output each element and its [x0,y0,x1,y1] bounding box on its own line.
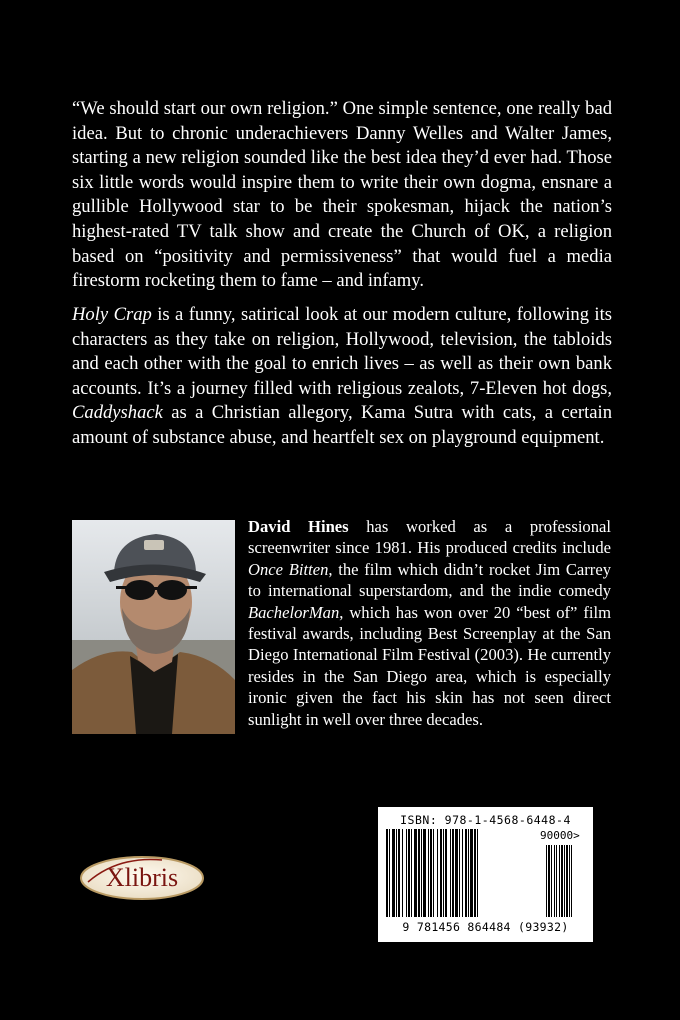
isbn-label: ISBN: 978-1-4568-6448-4 [400,813,571,827]
author-photo [72,520,235,734]
film-title-2: BachelorMan [248,602,340,622]
barcode-addon: 90000> [540,829,580,842]
barcode-digits: 9 781456 864484 (93932) [402,920,569,934]
film-title-1: Once Bitten [248,559,329,579]
blurb-paragraph-2 [72,303,612,451]
book-title: Holy Crap [72,304,152,325]
blurb-paragraph-1: “We should start our own religion.” One simple sentence, one really bad idea. But to chronic underachievers Danny Welles and Walter James, starting a new religion sounded like the best idea they’d ever had. Those six little words would inspire them to write their own dogma, ensnare a gullible Hollywood star to be their spokesman, hijack the nation’s highest-rated TV talk show and create the Church of OK, a religion based on “positivity and permissiveness” that would fuel a media firestorm rocketing them to fame – and infamy. [72,98,612,292]
author-name: David Hines [248,517,349,536]
isbn-barcode [378,807,593,942]
bio-text-a: has worked as a professional screenwriter since 1981. His produced credits include [248,517,611,558]
xlibris-logo [78,852,208,902]
bio-text-c: , which has won over 20 “best of” film festival awards, including Best Screenplay at the San Diego International Film Festival (2003). He currently resides in the San Diego area, which is especially ironic given the fact his skin has not seen direct sunlight in well over three decades. [248,602,611,729]
blurb-text-a: is a funny, satirical look at our modern culture, following its characters as they take on religion, Hollywood, television, the tabloids and each other with the goal to enrich lives – as well as their own bank accounts. It’s a journey filled with religious zealots, 7-Eleven hot dogs, [72,304,612,399]
barcode-bars [386,829,586,921]
svg-text:Xlibris: Xlibris [105,863,179,892]
blurb-text-b: as a Christian allegory, Kama Sutra with cats, a certain amount of substance abuse, and heartfelt sex on playground equipment. [72,402,612,448]
author-bio [248,516,611,730]
bio-text-b: , the film which didn’t rocket Jim Carrey to international superstardom, and the indie comedy [248,559,611,601]
movie-title: Caddyshack [72,402,163,424]
